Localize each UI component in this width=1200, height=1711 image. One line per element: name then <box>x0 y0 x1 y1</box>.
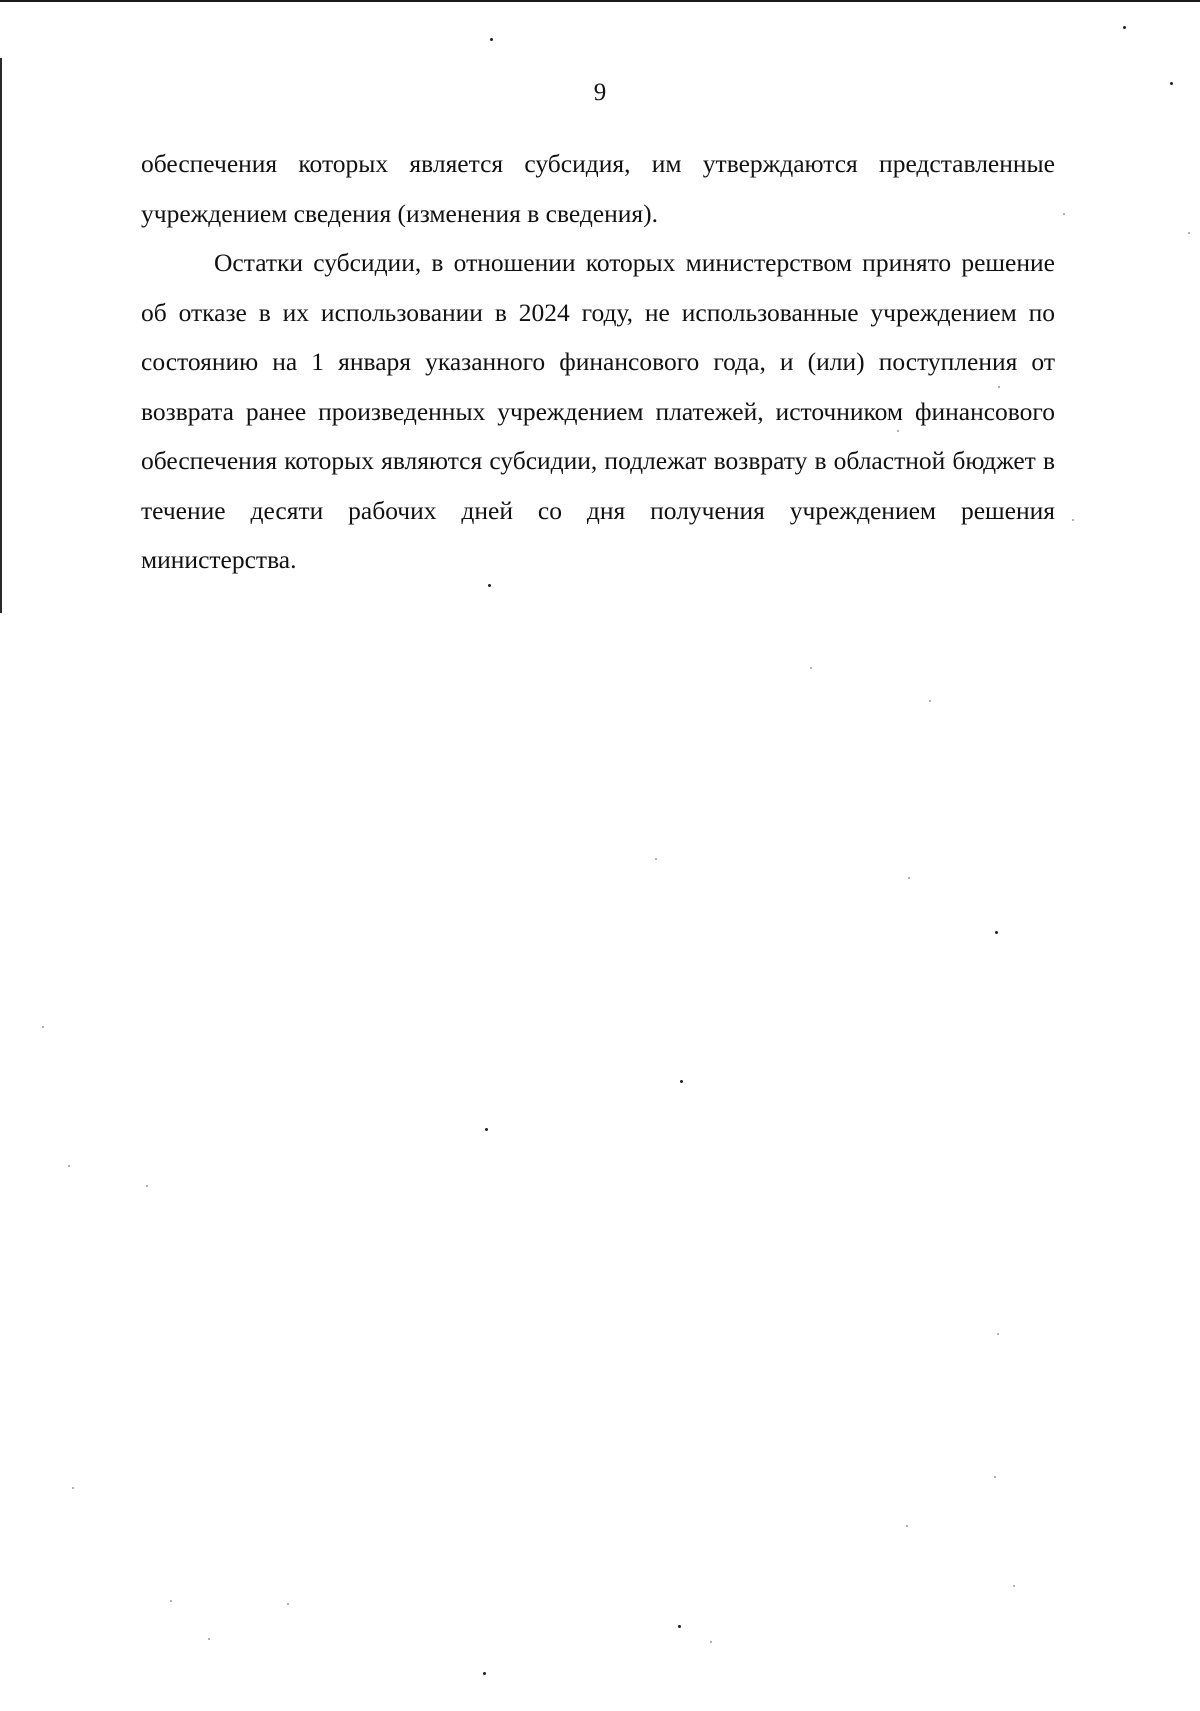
scan-speck <box>1123 26 1126 29</box>
scan-left-border <box>0 58 2 613</box>
scan-speck <box>908 877 910 879</box>
scan-speck <box>490 38 493 41</box>
scan-speck <box>678 1625 681 1628</box>
scan-speck <box>146 1185 148 1187</box>
scan-speck <box>1063 213 1065 215</box>
scan-speck <box>68 1165 70 1167</box>
scan-speck <box>710 1641 712 1643</box>
scan-speck <box>42 1026 44 1028</box>
scan-speck <box>997 1333 999 1335</box>
scan-speck <box>488 584 491 587</box>
scan-speck <box>483 1672 486 1675</box>
scan-speck <box>485 1128 488 1131</box>
scan-speck <box>208 1638 210 1640</box>
scan-speck <box>995 931 998 934</box>
page-number: 9 <box>593 79 607 106</box>
scan-speck <box>810 667 812 669</box>
scan-speck <box>994 1476 996 1478</box>
paragraph-continuation: обеспечения которых является субсидия, им утверждаются представленные учреждением сведения (изменения в сведения). <box>141 149 1055 228</box>
scan-speck <box>1170 82 1173 85</box>
scan-speck <box>170 1600 172 1602</box>
scan-speck <box>72 1487 74 1489</box>
scan-top-border <box>0 0 1200 2</box>
document-body <box>141 139 1055 585</box>
scan-speck <box>897 430 899 432</box>
scan-speck <box>998 386 1000 388</box>
scan-speck <box>1188 232 1190 234</box>
paragraph-subsidy-remainders: Остатки субсидии, в отношении которых министерством принято решение об отказе в их использовании в 2024 году, не использованные учреждением по состоянию на 1 января указанного финансового года, и (или) поступления от возврата ранее произведенных учреждением платежей, источником финансового обеспечения которых являются субсидии, подлежат возврату в областной бюджет в течение десяти рабочих дней со дня получения учреждением решения министерства. <box>141 248 1055 574</box>
scan-speck <box>680 1080 683 1083</box>
scan-speck <box>655 858 657 860</box>
scan-speck <box>1072 519 1074 521</box>
scan-speck <box>906 1525 908 1527</box>
scan-speck <box>287 1603 289 1605</box>
scan-speck <box>1013 1585 1015 1587</box>
scan-speck <box>929 700 931 702</box>
